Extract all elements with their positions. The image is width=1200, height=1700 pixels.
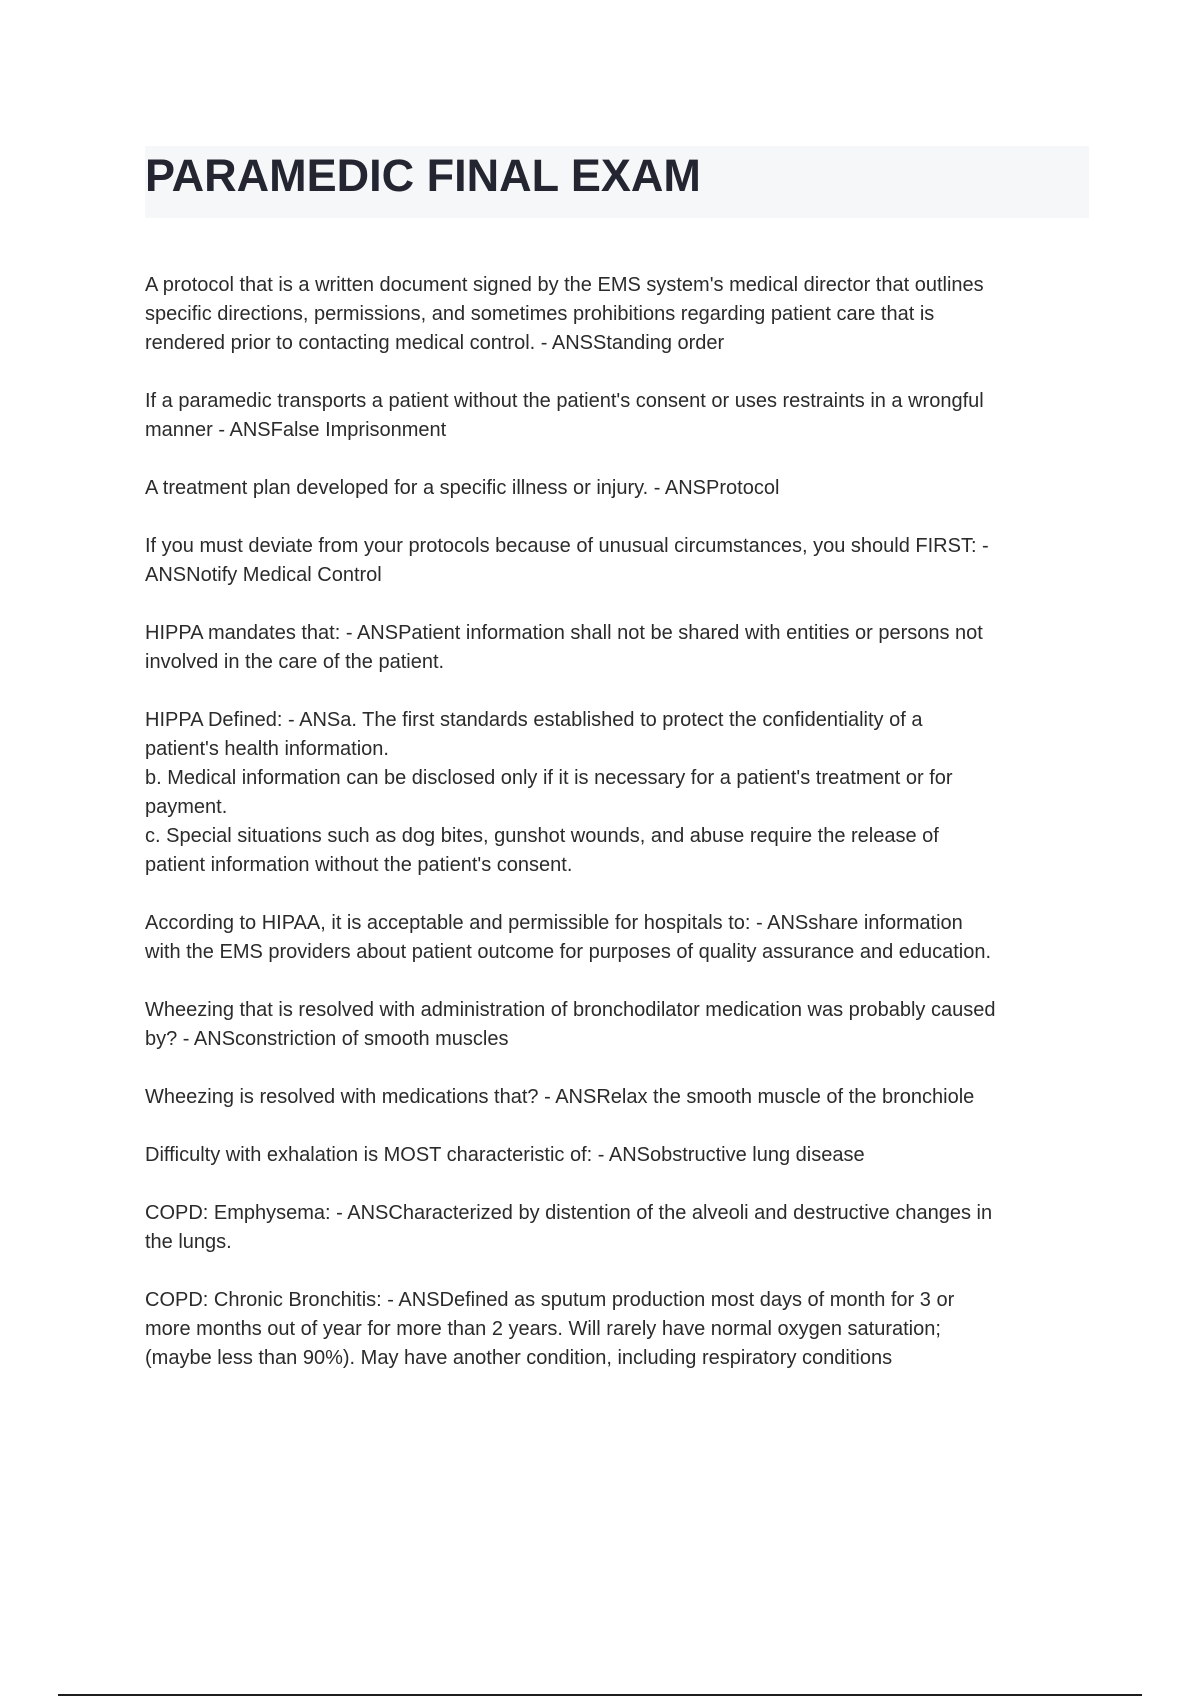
title-band bbox=[145, 146, 1089, 218]
qa-item bbox=[145, 271, 1095, 358]
qa-line: COPD: Emphysema: - ANSCharacterized by distention of the alveoli and destructive changes in bbox=[145, 1202, 993, 1224]
qa-line: If you must deviate from your protocols because of unusual circumstances, you should FIRST: - bbox=[145, 535, 989, 557]
qa-item bbox=[145, 996, 1095, 1054]
qa-line: Wheezing is resolved with medications that? - ANSRelax the smooth muscle of the bronchiole bbox=[145, 1086, 975, 1108]
qa-line: HIPPA Defined: - ANSa. The first standards established to protect the confidentiality of a bbox=[145, 709, 923, 731]
qa-item bbox=[145, 1141, 1095, 1170]
qa-line: involved in the care of the patient. bbox=[145, 651, 445, 673]
page-title: PARAMEDIC FINAL EXAM bbox=[145, 150, 701, 201]
qa-line: payment. bbox=[145, 796, 228, 818]
qa-line: by? - ANSconstriction of smooth muscles bbox=[145, 1028, 509, 1050]
qa-line: If a paramedic transports a patient without the patient's consent or uses restraints in a wrongful bbox=[145, 390, 984, 412]
qa-line: c. Special situations such as dog bites, gunshot wounds, and abuse require the release of bbox=[145, 825, 939, 847]
qa-line: Difficulty with exhalation is MOST characteristic of: - ANSobstructive lung disease bbox=[145, 1144, 865, 1166]
footer-rule bbox=[58, 1694, 1142, 1696]
qa-item bbox=[145, 619, 1095, 677]
qa-line: more months out of year for more than 2 years. Will rarely have normal oxygen saturation; bbox=[145, 1318, 941, 1340]
qa-line: patient information without the patient's consent. bbox=[145, 854, 573, 876]
qa-line: Wheezing that is resolved with administration of bronchodilator medication was probably caused bbox=[145, 999, 996, 1021]
qa-list bbox=[145, 271, 1095, 1402]
qa-line: rendered prior to contacting medical control. - ANSStanding order bbox=[145, 332, 725, 354]
qa-line: patient's health information. bbox=[145, 738, 389, 760]
qa-line: the lungs. bbox=[145, 1231, 232, 1253]
qa-item bbox=[145, 909, 1095, 967]
qa-line: with the EMS providers about patient outcome for purposes of quality assurance and education. bbox=[145, 941, 992, 963]
qa-line: According to HIPAA, it is acceptable and permissible for hospitals to: - ANSshare information bbox=[145, 912, 963, 934]
qa-item bbox=[145, 387, 1095, 445]
qa-item bbox=[145, 474, 1095, 503]
qa-line: COPD: Chronic Bronchitis: - ANSDefined as sputum production most days of month for 3 or bbox=[145, 1289, 955, 1311]
qa-item bbox=[145, 706, 1095, 880]
qa-item bbox=[145, 1083, 1095, 1112]
qa-item bbox=[145, 532, 1095, 590]
qa-line: manner - ANSFalse Imprisonment bbox=[145, 419, 447, 441]
qa-line: A treatment plan developed for a specific illness or injury. - ANSProtocol bbox=[145, 477, 780, 499]
qa-line: A protocol that is a written document signed by the EMS system's medical director that outlines bbox=[145, 274, 984, 296]
qa-line: ANSNotify Medical Control bbox=[145, 564, 382, 586]
qa-line: HIPPA mandates that: - ANSPatient information shall not be shared with entities or persons not bbox=[145, 622, 983, 644]
qa-item bbox=[145, 1286, 1095, 1373]
qa-line: specific directions, permissions, and sometimes prohibitions regarding patient care that is bbox=[145, 303, 935, 325]
qa-line: (maybe less than 90%). May have another condition, including respiratory conditions bbox=[145, 1347, 893, 1369]
qa-line: b. Medical information can be disclosed only if it is necessary for a patient's treatment or for bbox=[145, 767, 953, 789]
qa-item bbox=[145, 1199, 1095, 1257]
